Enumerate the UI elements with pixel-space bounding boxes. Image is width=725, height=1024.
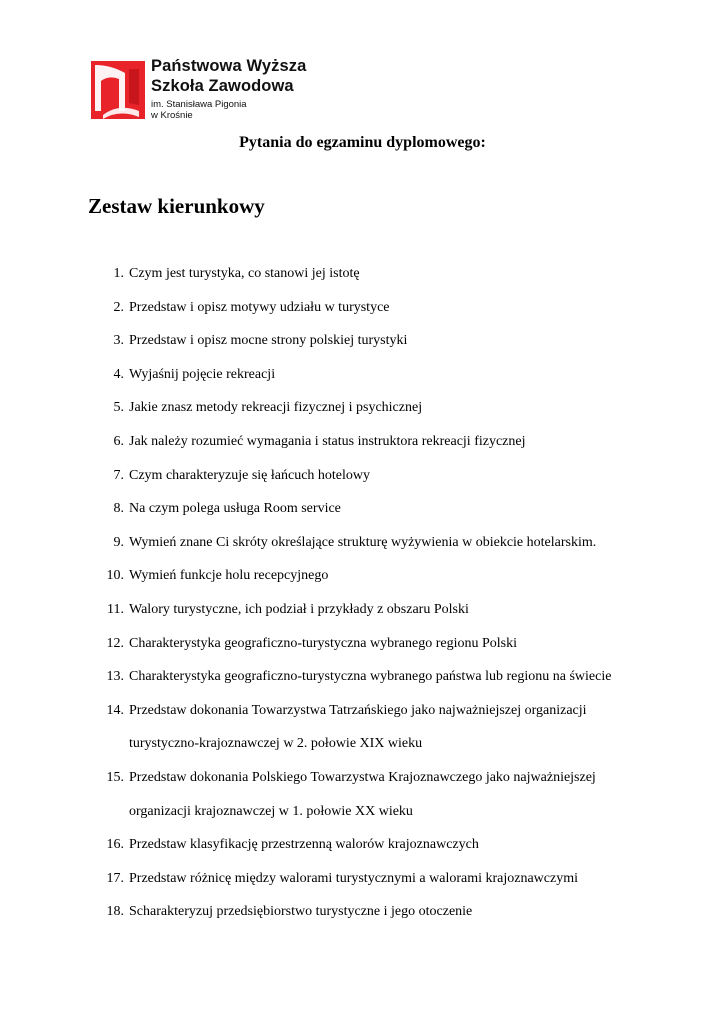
question-number: 17. <box>106 870 124 886</box>
question-text: Przedstaw dokonania Polskiego Towarzystwa Krajoznawczego jako najważniejszej organizacji krajoznawczej w 1. połowie XX wieku <box>129 769 596 819</box>
logo-name-line1: Państwowa Wyższa <box>151 57 307 75</box>
question-text: Walory turystyczne, ich podział i przykłady z obszaru Polski <box>129 601 469 617</box>
list-item <box>0 459 725 493</box>
list-item <box>0 559 725 593</box>
list-item <box>0 257 725 291</box>
university-emblem-icon <box>89 59 147 122</box>
question-number: 7. <box>113 467 124 483</box>
list-item <box>0 324 725 358</box>
list-item <box>0 895 725 929</box>
logo-location: w Krośnie <box>151 110 193 121</box>
question-text: Czym charakteryzuje się łańcuch hotelowy <box>129 467 371 483</box>
question-text: Przedstaw różnicę między walorami turystycznymi a walorami krajoznawczymi <box>129 870 578 886</box>
list-item <box>0 391 725 425</box>
question-number: 13. <box>106 669 124 685</box>
question-number: 12. <box>106 635 124 651</box>
document-title: Pytania do egzaminu dyplomowego: <box>239 134 486 151</box>
question-text: Przedstaw klasyfikację przestrzenną walorów krajoznawczych <box>129 837 479 853</box>
logo-patron: im. Stanisława Pigonia <box>151 99 247 110</box>
question-text: Na czym polega usługa Room service <box>129 501 341 517</box>
question-number: 8. <box>113 501 124 517</box>
list-item <box>0 694 725 761</box>
question-number: 2. <box>113 299 124 315</box>
question-number: 9. <box>113 534 124 550</box>
list-item <box>0 492 725 526</box>
list-item <box>0 526 725 560</box>
question-number: 18. <box>106 904 124 920</box>
question-number: 16. <box>106 837 124 853</box>
list-item <box>0 828 725 862</box>
list-item <box>0 627 725 661</box>
question-text: Charakterystyka geograficzno-turystyczna wybranego państwa lub regionu na świecie <box>129 669 612 685</box>
question-number: 11. <box>107 601 124 617</box>
list-item <box>0 660 725 694</box>
question-text: Przedstaw i opisz mocne strony polskiej turystyki <box>129 333 408 349</box>
question-number: 10. <box>106 568 124 584</box>
question-list <box>0 257 725 929</box>
list-item <box>0 358 725 392</box>
logo-name-line2: Szkoła Zawodowa <box>151 77 294 95</box>
question-number: 5. <box>113 400 124 416</box>
question-text: Scharakteryzuj przedsiębiorstwo turystyczne i jego otoczenie <box>129 904 473 920</box>
question-number: 14. <box>106 702 124 718</box>
question-text: Jakie znasz metody rekreacji fizycznej i psychicznej <box>129 400 423 416</box>
question-text: Jak należy rozumieć wymagania i status instruktora rekreacji fizycznej <box>129 433 526 449</box>
question-number: 3. <box>113 333 124 349</box>
logo-text <box>151 56 306 121</box>
list-item <box>0 425 725 459</box>
question-text: Charakterystyka geograficzno-turystyczna wybranego regionu Polski <box>129 635 517 651</box>
question-text: Czym jest turystyka, co stanowi jej istotę <box>129 266 360 281</box>
question-text: Wymień funkcje holu recepcyjnego <box>129 568 329 584</box>
question-text: Wyjaśnij pojęcie rekreacji <box>129 366 276 382</box>
question-text: Przedstaw i opisz motywy udziału w turystyce <box>129 299 390 315</box>
list-item <box>0 593 725 627</box>
list-item <box>0 862 725 896</box>
section-heading: Zestaw kierunkowy <box>88 194 265 218</box>
question-number: 1. <box>113 266 124 281</box>
list-item <box>0 761 725 828</box>
question-number: 6. <box>113 433 124 449</box>
question-text: Przedstaw dokonania Towarzystwa Tatrzańskiego jako najważniejszej organizacji turystyczno-krajoznawczej w 2. połowie XIX wieku <box>129 702 587 752</box>
university-logo <box>89 56 329 122</box>
question-number: 4. <box>113 366 124 382</box>
question-number: 15. <box>106 769 124 785</box>
list-item <box>0 291 725 325</box>
question-text: Wymień znane Ci skróty określające strukturę wyżywienia w obiekcie hotelarskim. <box>129 534 597 550</box>
